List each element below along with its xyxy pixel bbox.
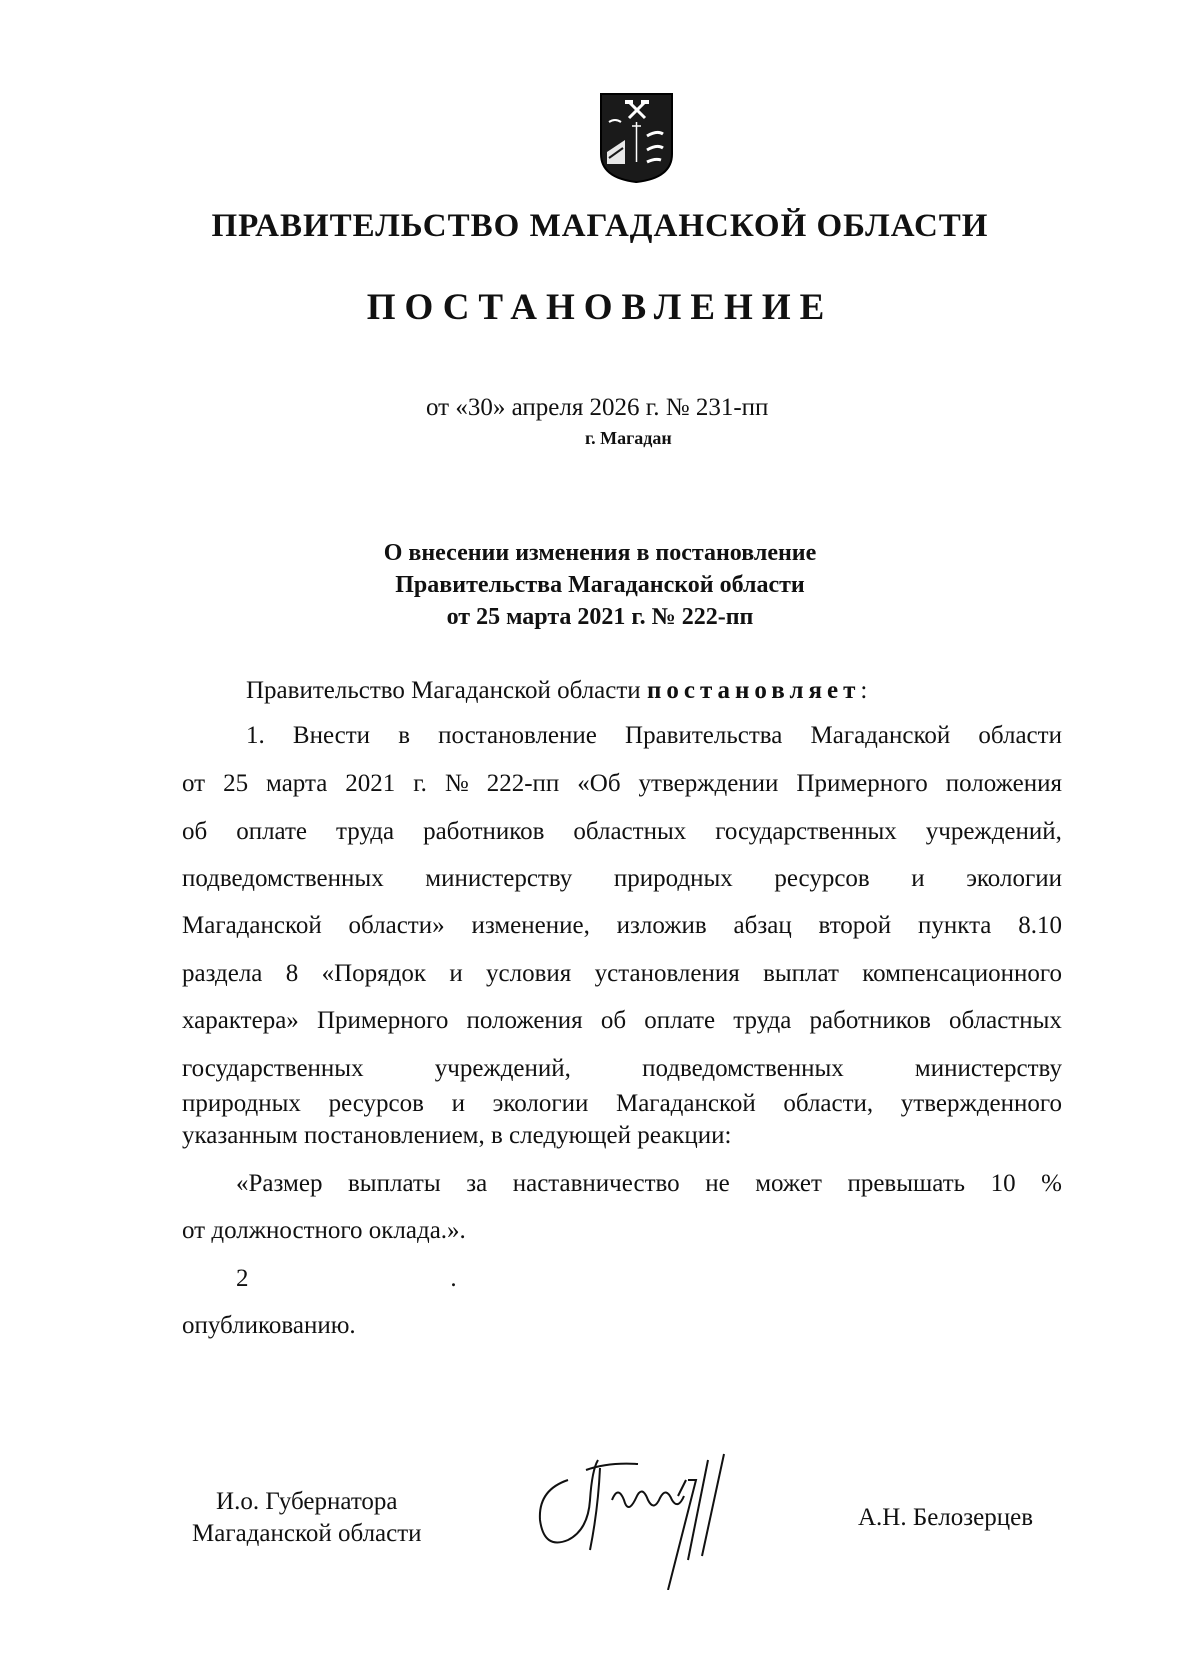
word: труда [335,818,395,845]
word: . [450,1265,457,1292]
coat-of-arms-icon [599,92,674,184]
word: «Размер [236,1170,323,1197]
word: выплаты [348,1170,441,1197]
word: от [182,770,206,797]
word: подведомственных [642,1055,844,1082]
word: утверждении [638,770,779,797]
word: ресурсов [328,1090,424,1117]
word: наставничество [512,1170,680,1197]
signatory-position-line: И.о. Губернатора [216,1488,398,1515]
word: области [978,722,1062,749]
word: работников [423,818,545,845]
paragraph-1-line [246,722,1062,750]
quote-last-line: от должностного оклада.». [182,1217,466,1244]
word: об [182,818,208,845]
word: «Об [577,770,621,797]
preamble-keyword: постановляет [646,677,861,704]
paragraph-1-last-line: указанным постановлением, в следующей реакции: [182,1122,732,1149]
word: утвержденного [900,1090,1062,1117]
document-date-number: от «30» апреля 2026 г. № 231-пп [426,394,769,421]
word: 2021 [345,770,396,797]
word: министерству [914,1055,1062,1082]
word: Примерного [796,770,928,797]
word: превышать [847,1170,966,1197]
document-subject [0,537,1200,633]
word: 10 [990,1170,1016,1197]
subject-line: Правительства Магаданской области [395,572,805,598]
word: не [705,1170,730,1197]
word: 8.10 [1018,912,1062,939]
word: и [911,865,925,892]
word: абзац [733,912,792,939]
paragraph-1-line [182,1007,1062,1035]
word: экологии [966,865,1062,892]
handwritten-signature [528,1440,768,1590]
paragraph-1-line [182,770,1062,798]
subject-line: от 25 марта 2021 г. № 222-пп [446,604,754,630]
word: 2 [236,1265,249,1292]
word: «Порядок [321,960,426,987]
preamble-text: Правительство Магаданской области [246,677,641,704]
word: области» [348,912,445,939]
paragraph-1-line [182,912,1062,940]
word: учреждений, [925,818,1062,845]
word: подведомственных [182,865,384,892]
word: условия [486,960,572,987]
word: областных [573,818,687,845]
word: Магаданской [615,1090,756,1117]
paragraph-2-line [236,1265,1062,1293]
word: 25 [223,770,249,797]
word: экологии [492,1090,589,1117]
word: области, [783,1090,874,1117]
word: Правительства [625,722,783,749]
word: оплате [644,1007,716,1034]
word: природных [182,1090,301,1117]
paragraph-1-line [182,818,1062,846]
word: пункта [918,912,992,939]
subject-line: О внесении изменения в постановление [383,540,817,566]
word: г. [413,770,427,797]
quote-line [236,1170,1062,1198]
signatory-position-line: Магаданской области [192,1520,422,1547]
word: 1. [246,722,265,749]
word: государственных [715,818,897,845]
word: Магаданской [182,912,322,939]
word: № [444,770,469,797]
word: и [449,960,463,987]
word: ресурсов [774,865,870,892]
word: Магаданской [810,722,951,749]
word: в [398,722,411,749]
word: может [755,1170,822,1197]
word: изменение, [471,912,590,939]
word: 8 [285,960,299,987]
word: постановление [438,722,597,749]
word: характера» [182,1007,299,1034]
paragraph-1-line [182,1055,1062,1083]
word: областных [949,1007,1062,1034]
word: второй [818,912,892,939]
signatory-name: А.Н. Белозерцев [858,1504,1034,1531]
preamble-colon: : [860,677,868,704]
word: об [600,1007,627,1034]
word: государственных [182,1055,364,1082]
word: и [451,1090,465,1117]
signatory-position [192,1486,422,1550]
preamble [246,677,1126,705]
paragraph-2-last-line: опубликованию. [182,1312,356,1339]
paragraph-1-line [182,865,1062,893]
document-city: г. Магадан [585,428,672,448]
word: 222-пп [486,770,560,797]
word: работников [809,1007,931,1034]
word: изложив [616,912,707,939]
organization-title: ПРАВИТЕЛЬСТВО МАГАДАНСКОЙ ОБЛАСТИ [211,208,989,244]
word: положения [466,1007,583,1034]
word: оплате [236,818,308,845]
word: выплат [763,960,839,987]
word: за [466,1170,488,1197]
word: установления [594,960,740,987]
word: положения [945,770,1062,797]
word: Внести [292,722,371,749]
paragraph-1-line [182,960,1062,988]
document-type: ПОСТАНОВЛЕНИЕ [366,287,834,328]
word: % [1041,1170,1062,1197]
word: марта [266,770,328,797]
word: учреждений, [434,1055,571,1082]
word: труда [733,1007,792,1034]
word: министерству [425,865,573,892]
word: компенсационного [862,960,1062,987]
paragraph-1-line [182,1090,1062,1118]
word: Примерного [316,1007,449,1034]
word: раздела [182,960,263,987]
word: природных [613,865,733,892]
